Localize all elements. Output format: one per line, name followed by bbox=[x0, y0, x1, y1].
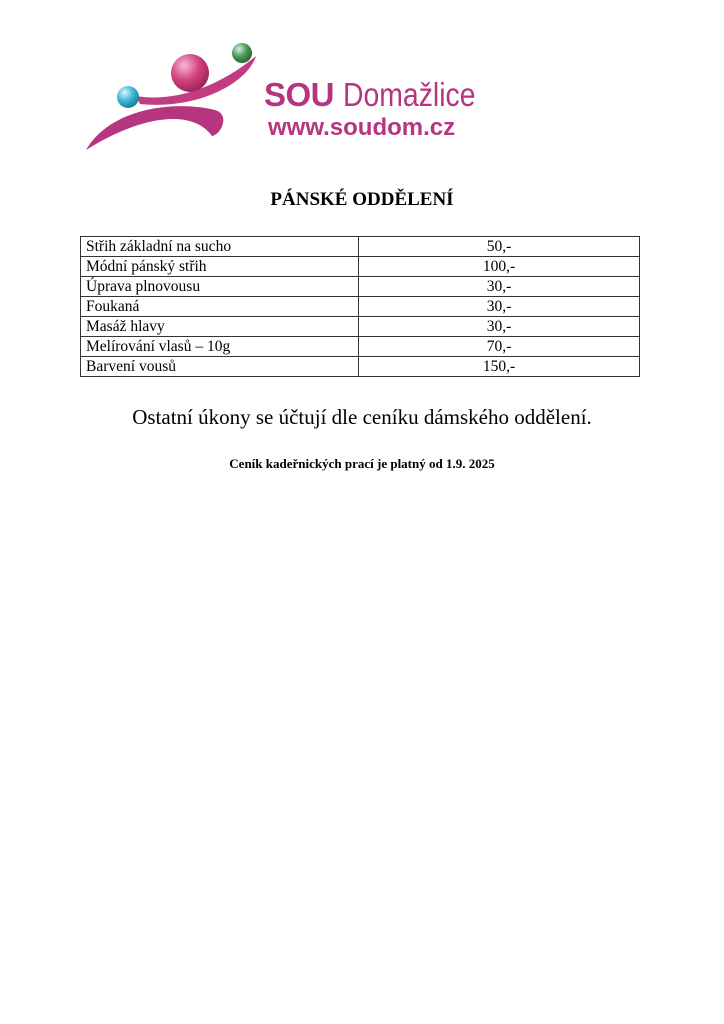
service-price: 70,- bbox=[359, 337, 640, 357]
table-row bbox=[81, 297, 640, 317]
table-row bbox=[81, 337, 640, 357]
table-row bbox=[81, 317, 640, 337]
logo-website-url: www.soudom.cz bbox=[268, 114, 456, 141]
service-price: 50,- bbox=[359, 237, 640, 257]
service-name: Barvení vousů bbox=[81, 357, 359, 377]
service-price: 100,- bbox=[359, 257, 640, 277]
school-logo bbox=[80, 38, 500, 158]
service-price: 150,- bbox=[359, 357, 640, 377]
service-name: Foukaná bbox=[81, 297, 359, 317]
service-price: 30,- bbox=[359, 277, 640, 297]
service-price: 30,- bbox=[359, 297, 640, 317]
service-name: Úprava plnovousu bbox=[81, 277, 359, 297]
other-services-note: Ostatní úkony se účtují dle ceníku dámského oddělení. bbox=[132, 405, 592, 429]
logo-figure-icon bbox=[80, 38, 270, 158]
logo-name-bold: SOU bbox=[264, 76, 335, 113]
service-name: Střih základní na sucho bbox=[81, 237, 359, 257]
logo-name-town: Domažlice bbox=[343, 76, 476, 113]
table-row bbox=[81, 257, 640, 277]
table-row bbox=[81, 237, 640, 257]
price-table bbox=[80, 236, 640, 377]
service-price: 30,- bbox=[359, 317, 640, 337]
page-title: PÁNSKÉ ODDĚLENÍ bbox=[270, 189, 454, 210]
logo-school-name bbox=[264, 78, 497, 112]
service-name: Masáž hlavy bbox=[81, 317, 359, 337]
service-name: Melírování vlasů – 10g bbox=[81, 337, 359, 357]
service-name: Módní pánský střih bbox=[81, 257, 359, 277]
table-row bbox=[81, 277, 640, 297]
validity-note: Ceník kadeřnických prací je platný od 1.9. 2025 bbox=[229, 456, 495, 471]
table-row bbox=[81, 357, 640, 377]
